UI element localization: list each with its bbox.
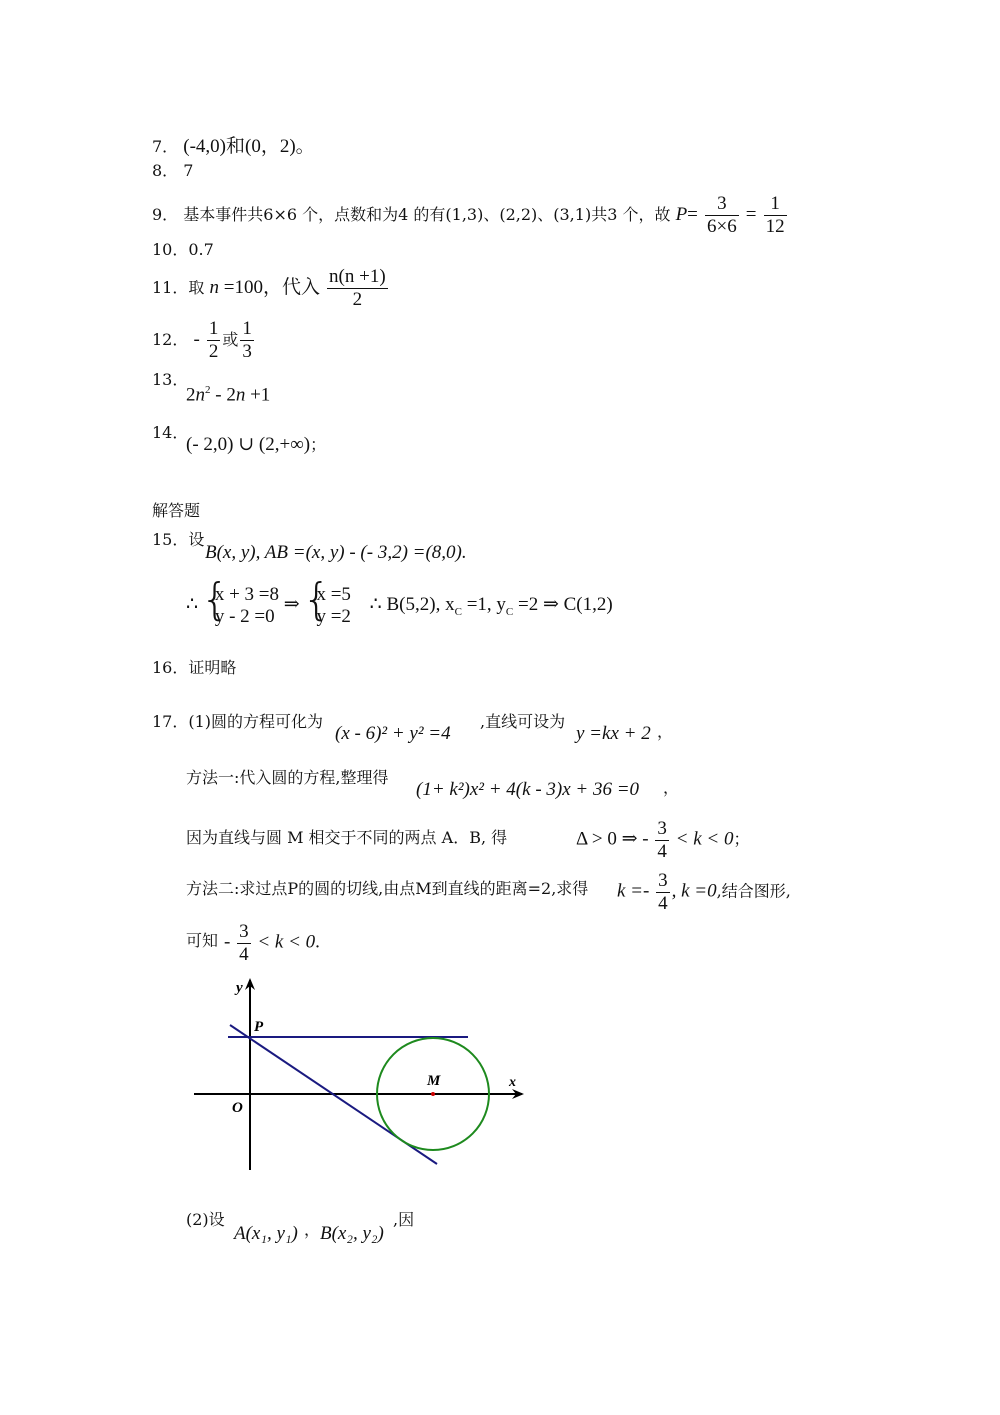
fraction-denominator: 3 [242, 340, 252, 362]
condition-text: 因为直线与圆 M 相交于不同的两点 A．B, 得 [186, 828, 508, 847]
punctuation: ， [663, 778, 680, 797]
section-title: 解答题 [152, 501, 201, 520]
probability-symbol: P [675, 203, 688, 225]
minus-sign: - [193, 328, 200, 350]
item-number: 15．设 [152, 530, 205, 549]
fraction-denominator: 4 [239, 943, 249, 965]
fraction-1-over-3 [240, 318, 254, 363]
point-a: A(x₁, y₁) [234, 1223, 298, 1244]
k-value: k =- [617, 880, 650, 902]
answer-17-part1 [152, 714, 323, 730]
fraction-1-over-2 [207, 318, 221, 363]
answer-10 [152, 242, 214, 258]
or-word: 或 [222, 329, 239, 349]
answer-16 [152, 660, 236, 676]
equation: { x =5 [316, 584, 351, 605]
fraction-denominator: 2 [352, 288, 363, 310]
answer-11 [152, 266, 390, 311]
item-number: 16． [152, 658, 189, 677]
fraction-denominator: 2 [208, 340, 219, 362]
fraction-numerator: 3 [239, 921, 249, 942]
method-one-equation: (1+ k²)x² + 4(k - 3)x + 36 =0 [416, 779, 640, 800]
method-two-text: 方法二:求过点P的圆的切线,由点M到直线的距离=2,求得 [186, 879, 589, 898]
point-b: B(x₂, y₂) [320, 1223, 384, 1244]
fraction-3-over-4 [656, 870, 670, 915]
inequality: < k < 0 [257, 931, 316, 953]
equation-system-2 [304, 584, 350, 628]
punctuation: ， [657, 722, 674, 741]
equals-sign: = [745, 203, 757, 225]
punctuation: . [315, 931, 320, 953]
expr-part: 2 [186, 384, 196, 406]
item-number: 10． [152, 240, 189, 259]
condition-part: < k < 0 [675, 828, 734, 850]
method-two-math [617, 870, 791, 915]
fraction-numerator: 1 [764, 193, 787, 216]
fraction-numerator: n(n +1) [329, 266, 386, 287]
fraction-n-n-plus-1-over-2 [327, 266, 388, 311]
point-p-label: P [254, 1019, 264, 1035]
interval-union: (- 2,0) ∪ (2,+∞) [186, 434, 311, 455]
fraction-numerator: 3 [658, 870, 668, 891]
answer-text: 取 [188, 277, 205, 297]
minus-sign: - [224, 931, 231, 953]
condition-math [576, 818, 749, 863]
y-axis-label: y [236, 980, 243, 996]
fraction-numerator: 3 [657, 818, 667, 839]
item-number: 11． [152, 277, 189, 297]
exponent: 2 [205, 384, 211, 396]
answer-9 [152, 193, 789, 238]
punctuation: ， [304, 1220, 321, 1239]
fraction-numerator: 3 [705, 193, 739, 216]
answer-value: 7 [183, 161, 194, 180]
answer-15-line1: B(x, y), AB =(x, y) - (- 3,2) =(8,0). [205, 542, 467, 563]
variable-n: n [209, 276, 219, 298]
implies-symbol: ⇒ [283, 594, 300, 616]
answer-value: 0.7 [188, 240, 214, 259]
fraction-numerator: 1 [242, 318, 252, 339]
conclusion-math [224, 921, 320, 966]
answer-14-number [152, 425, 188, 441]
answer-text: =100，代入 [218, 276, 320, 298]
item-number: 14． [152, 423, 189, 442]
answer-text: ,直线可设为 [480, 712, 566, 731]
answer-7 [152, 137, 315, 156]
conclusion: =1, y [461, 594, 506, 616]
k-value: , k =0 [671, 880, 717, 902]
tangent-figure [180, 970, 540, 1180]
answer-text: 基本事件共6×6 个，点数和为4 的有(1,3)、(2,2)、(3,1)共3 个，故 [183, 204, 671, 224]
subscript: C [505, 606, 514, 618]
part2-text: ,因 [393, 1210, 415, 1229]
fraction-denominator: 4 [657, 840, 667, 862]
answer-13-number [152, 372, 188, 388]
condition-part: Δ > 0 ⇒ - [576, 828, 649, 850]
origin-label: O [232, 1100, 243, 1116]
answer-14-expression [186, 435, 326, 454]
item-number: 7． [152, 137, 179, 156]
fraction-denominator: 4 [658, 892, 668, 914]
point-m-label: M [427, 1073, 441, 1089]
equation: y - 2 =0 [214, 605, 275, 627]
fraction-3-over-4 [655, 818, 669, 863]
x-axis-label: x [509, 1075, 516, 1090]
conclusion: =2 ⇒ C(1,2) [513, 594, 613, 616]
answer-text: (1)圆的方程可化为 [188, 712, 324, 731]
fraction-numerator: 1 [208, 318, 219, 339]
expr-part: - 2 [210, 384, 236, 406]
circle-equation: (x - 6)² + y² =4 [335, 723, 451, 744]
item-number: 12． [152, 329, 189, 349]
conclusion: ∴ B(5,2), x [369, 594, 455, 616]
variable-n: n [195, 384, 205, 406]
answer-15-line2 [186, 584, 613, 628]
punctuation: ； [310, 435, 327, 454]
expr-part: +1 [245, 384, 271, 406]
fraction-1-over-12 [764, 193, 787, 238]
answer-8 [152, 163, 193, 179]
fraction-denominator: 6×6 [706, 215, 737, 237]
variable-n: n [235, 384, 246, 406]
line-equation: y =kx + 2 [576, 723, 651, 744]
answer-text: ,结合图形, [716, 881, 791, 901]
equation: y =2 [316, 605, 351, 627]
fraction-3-over-36 [705, 193, 739, 238]
item-number: 8． [152, 161, 179, 180]
equals-sign: = [687, 203, 698, 225]
equation-system-1 [203, 584, 279, 628]
therefore-symbol: ∴ [186, 594, 199, 616]
item-number: 9． [152, 204, 179, 224]
answer-12 [152, 318, 256, 363]
answer-15-number [152, 532, 204, 548]
item-number: 13． [152, 370, 189, 389]
item-number: 17． [152, 712, 189, 731]
punctuation: ； [733, 831, 750, 849]
conclusion-label: 可知 [186, 931, 219, 950]
fraction-denominator: 12 [765, 215, 785, 237]
answer-expression: (-4,0)和(0，2)。 [183, 136, 315, 157]
subscript: C [454, 606, 462, 618]
answer-13-expression [186, 385, 270, 404]
equation: { x + 3 =8 [214, 584, 280, 605]
method-one-label: 方法一:代入圆的方程,整理得 [186, 768, 389, 787]
answer-text: 证明略 [188, 658, 237, 677]
part2-label: (2)设 [186, 1210, 225, 1229]
fraction-3-over-4 [237, 921, 251, 966]
center-point [431, 1092, 435, 1096]
